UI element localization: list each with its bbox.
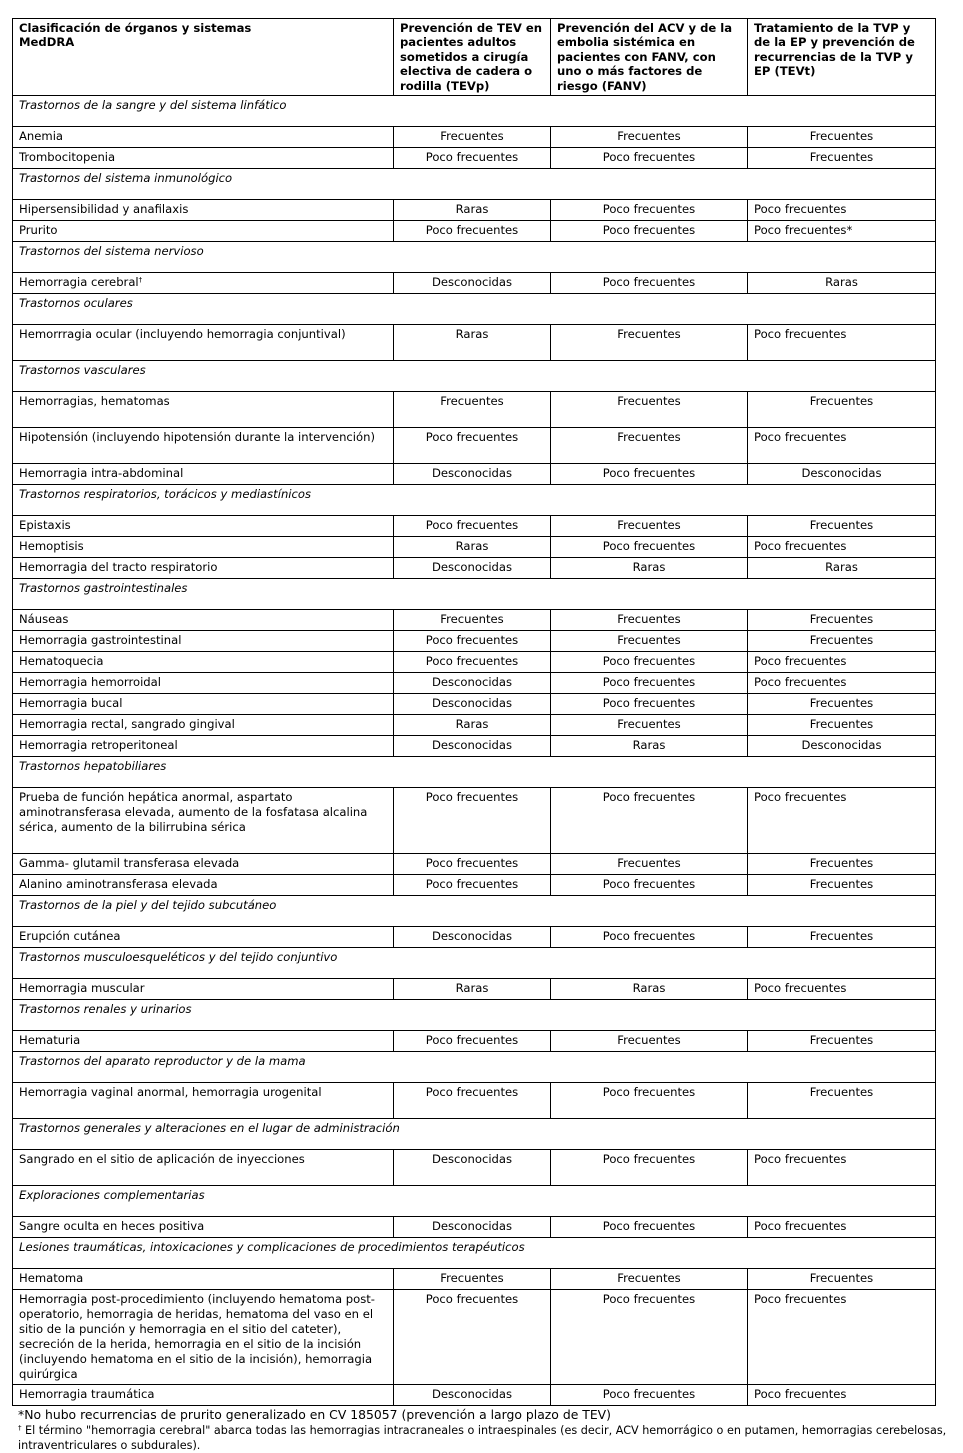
cell-fanv: Frecuentes xyxy=(551,392,748,428)
section-row xyxy=(13,948,936,979)
section-row xyxy=(13,485,936,516)
table-row xyxy=(13,221,936,242)
row-term: Gamma- glutamil transferasa elevada xyxy=(13,854,394,875)
row-term: Hipersensibilidad y anafilaxis xyxy=(13,200,394,221)
table-row xyxy=(13,854,936,875)
row-term: Sangre oculta en heces positiva xyxy=(13,1217,394,1238)
cell-tevp: Poco frecuentes xyxy=(394,148,551,169)
section-title: Trastornos de la piel y del tejido subcutáneo xyxy=(13,896,748,927)
cell-fanv: Frecuentes xyxy=(551,428,748,464)
table-row xyxy=(13,1031,936,1052)
cell-fanv: Frecuentes xyxy=(551,1031,748,1052)
section-fill xyxy=(748,169,936,200)
cell-tevp: Desconocidas xyxy=(394,673,551,694)
cell-fanv: Raras xyxy=(551,558,748,579)
section-fill xyxy=(748,1000,936,1031)
cell-tevt: Frecuentes xyxy=(748,610,936,631)
cell-fanv: Poco frecuentes xyxy=(551,1217,748,1238)
table-row xyxy=(13,325,936,361)
cell-tevp: Desconocidas xyxy=(394,558,551,579)
row-term: Hematoquecia xyxy=(13,652,394,673)
cell-tevt: Poco frecuentes* xyxy=(748,221,936,242)
cell-tevt: Frecuentes xyxy=(748,715,936,736)
row-term: Hemoptisis xyxy=(13,537,394,558)
cell-fanv: Poco frecuentes xyxy=(551,875,748,896)
table-row xyxy=(13,516,936,537)
cell-tevp: Desconocidas xyxy=(394,927,551,948)
row-term: Hemorragia gastrointestinal xyxy=(13,631,394,652)
cell-tevp: Poco frecuentes xyxy=(394,221,551,242)
adverse-reactions-table xyxy=(12,18,936,1406)
row-term: Hemorragia retroperitoneal xyxy=(13,736,394,757)
cell-tevp: Desconocidas xyxy=(394,1150,551,1186)
section-row xyxy=(13,579,936,610)
row-term: Epistaxis xyxy=(13,516,394,537)
cell-tevt: Frecuentes xyxy=(748,694,936,715)
cell-fanv: Poco frecuentes xyxy=(551,673,748,694)
section-title: Trastornos respiratorios, torácicos y mediastínicos xyxy=(13,485,748,516)
row-term: Hipotensión (incluyendo hipotensión durante la intervención) xyxy=(13,428,394,464)
cell-fanv: Poco frecuentes xyxy=(551,927,748,948)
table-row xyxy=(13,464,936,485)
section-fill xyxy=(748,896,936,927)
section-fill xyxy=(748,361,936,392)
row-term: Náuseas xyxy=(13,610,394,631)
cell-tevt: Poco frecuentes xyxy=(748,1217,936,1238)
row-term: Sangrado en el sitio de aplicación de inyecciones xyxy=(13,1150,394,1186)
section-row xyxy=(13,1119,936,1150)
footnote-asterisk: *No hubo recurrencias de prurito generalizado en CV 185057 (prevención a largo plazo de TEV) xyxy=(18,1407,611,1422)
cell-tevp: Raras xyxy=(394,979,551,1000)
section-title: Trastornos renales y urinarios xyxy=(13,1000,748,1031)
table-row xyxy=(13,428,936,464)
cell-tevt: Frecuentes xyxy=(748,148,936,169)
section-row xyxy=(13,96,936,127)
row-term: Hemorragia traumática xyxy=(13,1385,394,1406)
cell-fanv: Raras xyxy=(551,736,748,757)
cell-tevt: Poco frecuentes xyxy=(748,428,936,464)
cell-tevt: Frecuentes xyxy=(748,392,936,428)
section-row xyxy=(13,757,936,788)
section-title: Trastornos de la sangre y del sistema linfático xyxy=(13,96,748,127)
table-row xyxy=(13,673,936,694)
section-row xyxy=(13,294,936,325)
table-row xyxy=(13,558,936,579)
cell-tevp: Poco frecuentes xyxy=(394,854,551,875)
table-row xyxy=(13,1217,936,1238)
table-row xyxy=(13,788,936,854)
cell-tevp: Poco frecuentes xyxy=(394,652,551,673)
header-soc xyxy=(13,19,394,96)
row-term: Hematuria xyxy=(13,1031,394,1052)
row-term: Prurito xyxy=(13,221,394,242)
table-row xyxy=(13,715,936,736)
section-fill xyxy=(748,242,936,273)
cell-fanv: Poco frecuentes xyxy=(551,537,748,558)
cell-tevt: Poco frecuentes xyxy=(748,325,936,361)
row-term: Hemorragias, hematomas xyxy=(13,392,394,428)
section-fill xyxy=(748,294,936,325)
table-row xyxy=(13,979,936,1000)
cell-tevp: Desconocidas xyxy=(394,1217,551,1238)
table-row xyxy=(13,610,936,631)
cell-tevp: Raras xyxy=(394,715,551,736)
row-term: Hemorragia del tracto respiratorio xyxy=(13,558,394,579)
cell-tevt: Poco frecuentes xyxy=(748,200,936,221)
section-fill xyxy=(748,948,936,979)
section-fill xyxy=(748,96,936,127)
cell-fanv: Frecuentes xyxy=(551,854,748,875)
cell-fanv: Poco frecuentes xyxy=(551,694,748,715)
row-term: Trombocitopenia xyxy=(13,148,394,169)
cell-tevt: Frecuentes xyxy=(748,854,936,875)
row-term: Hemorragia hemorroidal xyxy=(13,673,394,694)
table-body xyxy=(13,96,936,1406)
cell-fanv: Frecuentes xyxy=(551,610,748,631)
cell-tevp: Poco frecuentes xyxy=(394,1083,551,1119)
cell-tevt: Poco frecuentes xyxy=(748,652,936,673)
cell-tevp: Poco frecuentes xyxy=(394,631,551,652)
section-fill xyxy=(748,1238,936,1269)
row-term: Hemorragia muscular xyxy=(13,979,394,1000)
section-title: Trastornos vasculares xyxy=(13,361,748,392)
cell-tevt: Frecuentes xyxy=(748,631,936,652)
cell-fanv: Poco frecuentes xyxy=(551,788,748,854)
header-soc-line1: Clasificación de órganos y sistemas xyxy=(19,21,252,35)
table-row xyxy=(13,736,936,757)
cell-tevt: Frecuentes xyxy=(748,1269,936,1290)
cell-tevp: Poco frecuentes xyxy=(394,875,551,896)
cell-tevt: Poco frecuentes xyxy=(748,788,936,854)
cell-tevt: Frecuentes xyxy=(748,1083,936,1119)
section-fill xyxy=(748,1119,936,1150)
table-row xyxy=(13,148,936,169)
table-row xyxy=(13,652,936,673)
cell-fanv: Frecuentes xyxy=(551,1269,748,1290)
cell-tevp: Desconocidas xyxy=(394,1385,551,1406)
cell-tevp: Desconocidas xyxy=(394,273,551,294)
cell-tevt: Poco frecuentes xyxy=(748,1385,936,1406)
section-title: Trastornos del aparato reproductor y de la mama xyxy=(13,1052,748,1083)
table-row xyxy=(13,273,936,294)
table-row xyxy=(13,1083,936,1119)
cell-tevp: Raras xyxy=(394,537,551,558)
section-title: Trastornos generales y alteraciones en el lugar de administración xyxy=(13,1119,748,1150)
cell-tevp: Frecuentes xyxy=(394,127,551,148)
section-title: Trastornos gastrointestinales xyxy=(13,579,748,610)
section-row xyxy=(13,1000,936,1031)
table-row xyxy=(13,927,936,948)
cell-fanv: Poco frecuentes xyxy=(551,200,748,221)
cell-fanv: Raras xyxy=(551,979,748,1000)
table-row xyxy=(13,631,936,652)
header-tevp: Prevención de TEV en pacientes adultos sometidos a cirugía electiva de cadera o rodilla (TEVp) xyxy=(394,19,551,96)
cell-tevt: Frecuentes xyxy=(748,516,936,537)
section-title: Trastornos del sistema nervioso xyxy=(13,242,748,273)
cell-fanv: Poco frecuentes xyxy=(551,221,748,242)
table-row xyxy=(13,537,936,558)
cell-tevp: Raras xyxy=(394,200,551,221)
section-title: Trastornos hepatobiliares xyxy=(13,757,748,788)
cell-fanv: Poco frecuentes xyxy=(551,273,748,294)
cell-tevt: Poco frecuentes xyxy=(748,673,936,694)
cell-tevp: Frecuentes xyxy=(394,610,551,631)
cell-tevt: Frecuentes xyxy=(748,927,936,948)
section-title: Trastornos del sistema inmunológico xyxy=(13,169,748,200)
table-row xyxy=(13,1290,936,1385)
cell-fanv: Poco frecuentes xyxy=(551,1083,748,1119)
cell-tevt: Frecuentes xyxy=(748,875,936,896)
cell-fanv: Poco frecuentes xyxy=(551,464,748,485)
row-term: Hematoma xyxy=(13,1269,394,1290)
cell-tevt: Raras xyxy=(748,558,936,579)
section-title: Trastornos musculoesqueléticos y del tejido conjuntivo xyxy=(13,948,748,979)
header-fanv: Prevención del ACV y de la embolia sistémica en pacientes con FANV, con uno o más factores de riesgo (FANV) xyxy=(551,19,748,96)
row-term: Hemorrragia ocular (incluyendo hemorragia conjuntival) xyxy=(13,325,394,361)
section-row xyxy=(13,242,936,273)
section-row xyxy=(13,169,936,200)
dagger-mark: † xyxy=(18,1424,22,1432)
section-fill xyxy=(748,1052,936,1083)
cell-tevt: Frecuentes xyxy=(748,1031,936,1052)
section-row xyxy=(13,1238,936,1269)
cell-tevp: Poco frecuentes xyxy=(394,1290,551,1385)
cell-fanv: Frecuentes xyxy=(551,325,748,361)
section-row xyxy=(13,896,936,927)
cell-tevt: Poco frecuentes xyxy=(748,979,936,1000)
row-term: Hemorragia bucal xyxy=(13,694,394,715)
header-tevt: Tratamiento de la TVP y de la EP y prevención de recurrencias de la TVP y EP (TEVt) xyxy=(748,19,936,96)
cell-fanv: Poco frecuentes xyxy=(551,652,748,673)
section-fill xyxy=(748,579,936,610)
cell-tevp: Frecuentes xyxy=(394,392,551,428)
cell-tevt: Poco frecuentes xyxy=(748,1150,936,1186)
section-title: Trastornos oculares xyxy=(13,294,748,325)
row-term: Alanino aminotransferasa elevada xyxy=(13,875,394,896)
row-term: Hemorragia vaginal anormal, hemorragia urogenital xyxy=(13,1083,394,1119)
cell-tevt: Desconocidas xyxy=(748,736,936,757)
row-term: Prueba de función hepática anormal, aspartato aminotransferasa elevada, aumento de la fosfatasa alcalina sérica, aumento de la bilirrubina sérica xyxy=(13,788,394,854)
dagger-mark: † xyxy=(138,276,143,285)
cell-tevt: Frecuentes xyxy=(748,127,936,148)
footnote-dagger xyxy=(18,1423,953,1453)
table-row xyxy=(13,1150,936,1186)
cell-fanv: Poco frecuentes xyxy=(551,1385,748,1406)
table-header-row xyxy=(13,19,936,96)
table-row xyxy=(13,392,936,428)
row-term: Hemorragia intra-abdominal xyxy=(13,464,394,485)
table-row xyxy=(13,694,936,715)
section-row xyxy=(13,361,936,392)
row-term: Hemorragia post-procedimiento (incluyendo hematoma post-operatorio, hemorragia de heridas, hematoma del vaso en el sitio de la punción y hemorragia en el sitio del cateter), secreción de la herida, hemorragia en el sitio de la incisión (incluyendo hematoma en el sitio de la incisión), hemorragia quirúrgica xyxy=(13,1290,394,1385)
cell-tevp: Raras xyxy=(394,325,551,361)
cell-tevt: Poco frecuentes xyxy=(748,537,936,558)
table-row xyxy=(13,127,936,148)
cell-tevt: Poco frecuentes xyxy=(748,1290,936,1385)
row-term: Hemorragia rectal, sangrado gingival xyxy=(13,715,394,736)
cell-tevp: Frecuentes xyxy=(394,1269,551,1290)
cell-tevp: Poco frecuentes xyxy=(394,428,551,464)
section-fill xyxy=(748,485,936,516)
row-term xyxy=(13,273,394,294)
table-row xyxy=(13,875,936,896)
cell-tevp: Poco frecuentes xyxy=(394,788,551,854)
row-term: Anemia xyxy=(13,127,394,148)
header-soc-line2: MedDRA xyxy=(19,35,75,50)
cell-fanv: Frecuentes xyxy=(551,127,748,148)
cell-fanv: Frecuentes xyxy=(551,631,748,652)
cell-tevp: Poco frecuentes xyxy=(394,1031,551,1052)
cell-fanv: Frecuentes xyxy=(551,516,748,537)
cell-tevt: Desconocidas xyxy=(748,464,936,485)
cell-tevp: Desconocidas xyxy=(394,464,551,485)
cell-fanv: Poco frecuentes xyxy=(551,1150,748,1186)
cell-tevt: Raras xyxy=(748,273,936,294)
section-title: Exploraciones complementarias xyxy=(13,1186,748,1217)
footnote-dagger-text: El término "hemorragia cerebral" abarca todas las hemorragias intracraneales o intraespinales (es decir, ACV hemorrágico o en putamen, hemorragias cerebelosas, intraventriculares o subdurales). xyxy=(18,1424,947,1452)
cell-tevp: Desconocidas xyxy=(394,694,551,715)
row-term-text: Hemorragia cerebral xyxy=(19,275,139,290)
cell-fanv: Frecuentes xyxy=(551,715,748,736)
row-term: Erupción cutánea xyxy=(13,927,394,948)
table-row xyxy=(13,1269,936,1290)
section-fill xyxy=(748,757,936,788)
section-title: Lesiones traumáticas, intoxicaciones y complicaciones de procedimientos terapéuticos xyxy=(13,1238,748,1269)
cell-tevp: Poco frecuentes xyxy=(394,516,551,537)
cell-fanv: Poco frecuentes xyxy=(551,148,748,169)
section-row xyxy=(13,1186,936,1217)
footnotes xyxy=(18,1407,953,1453)
cell-fanv: Poco frecuentes xyxy=(551,1290,748,1385)
section-row xyxy=(13,1052,936,1083)
cell-tevp: Desconocidas xyxy=(394,736,551,757)
table-row xyxy=(13,200,936,221)
section-fill xyxy=(748,1186,936,1217)
table-row xyxy=(13,1385,936,1406)
